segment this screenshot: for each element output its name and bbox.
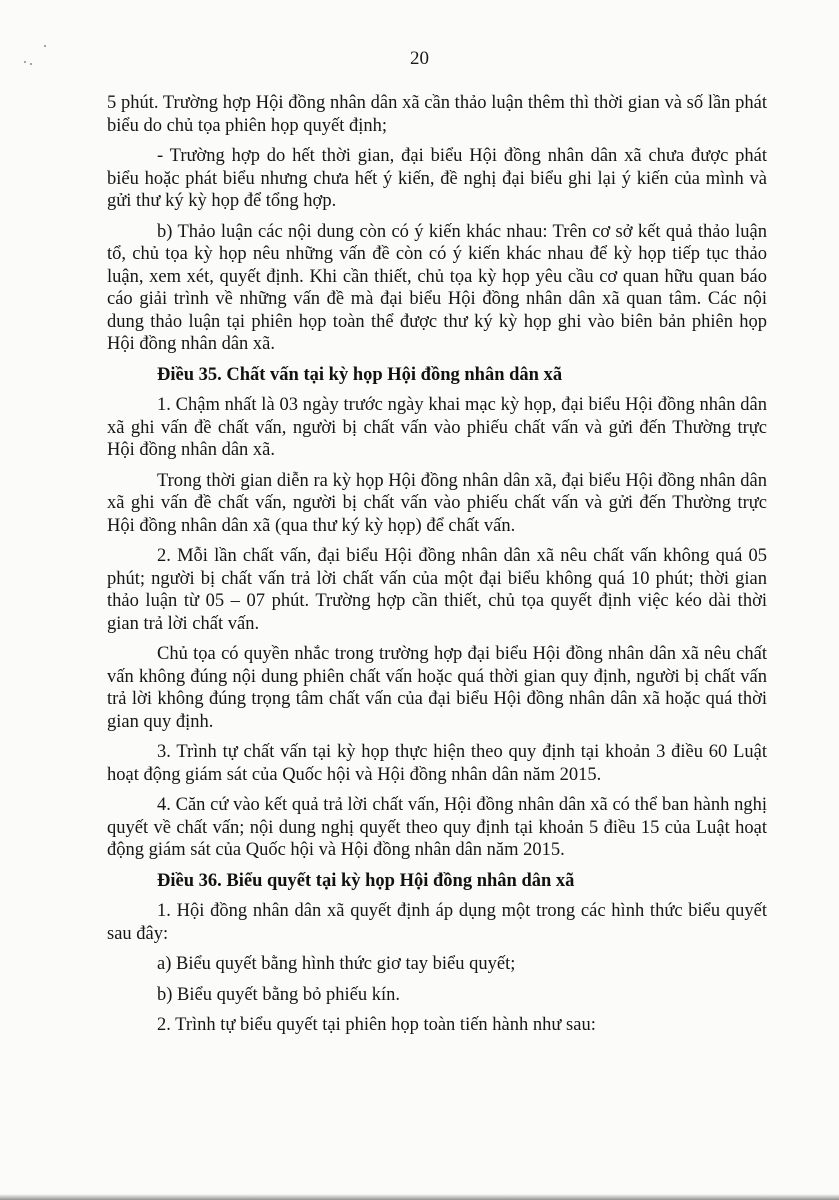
paragraph: a) Biểu quyết bằng hình thức giơ tay biểu quyết;	[157, 954, 516, 974]
paragraph: 2. Mỗi lần chất vấn, đại biểu Hội đồng nhân dân xã nêu chất vấn không quá 05 phút; người bị chất vấn trả lời chất vấn của một đại biểu không quá 10 phút; thời gian thảo luận từ 05 – 07 phút. Trường hợp cần thiết, chủ tọa quyết định việc kéo dài thời gian trả lời chất vấn.	[107, 546, 767, 634]
paragraph: 5 phút. Trường hợp Hội đồng nhân dân xã cần thảo luận thêm thì thời gian và số lần phát biểu do chủ tọa phiên họp quyết định;	[107, 93, 767, 136]
paragraph: Chủ tọa có quyền nhắc trong trường hợp đại biểu Hội đồng nhân dân xã nêu chất vấn không đúng nội dung phiên chất vấn hoặc quá thời gian quy định, người bị chất vấn trả lời không đúng trọng tâm chất vấn của đại biểu Hội đồng nhân dân xã hoặc quá thời gian quy định.	[107, 644, 767, 732]
paragraph: 4. Căn cứ vào kết quả trả lời chất vấn, Hội đồng nhân dân xã có thể ban hành nghị quyết về chất vấn; nội dung nghị quyết theo quy định tại khoản 5 điều 15 của Luật hoạt động giám sát của Quốc hội và Hội đồng nhân dân năm 2015.	[107, 795, 767, 860]
paragraph: 1. Hội đồng nhân dân xã quyết định áp dụng một trong các hình thức biểu quyết sau đây:	[107, 901, 767, 944]
paragraph: - Trường hợp do hết thời gian, đại biểu Hội đồng nhân dân xã chưa được phát biểu hoặc phát biểu nhưng chưa hết ý kiến, đề nghị đại biểu ghi lại ý kiến của mình và gửi thư ký kỳ họp để tổng hợp.	[107, 146, 767, 211]
paragraph: Trong thời gian diễn ra kỳ họp Hội đồng nhân dân xã, đại biểu Hội đồng nhân dân xã ghi vấn đề chất vấn, người bị chất vấn vào phiếu chất vấn và gửi đến Thường trực Hội đồng nhân dân xã (qua thư ký kỳ họp) để chất vấn.	[107, 470, 767, 536]
paragraph: 2. Trình tự biểu quyết tại phiên họp toàn tiến hành như sau:	[157, 1015, 596, 1035]
paragraph: 3. Trình tự chất vấn tại kỳ họp thực hiện theo quy định tại khoản 3 điều 60 Luật hoạt động giám sát của Quốc hội và Hội đồng nhân dân năm 2015.	[107, 742, 767, 785]
document-body	[107, 92, 767, 1045]
paragraph: b) Biểu quyết bằng bỏ phiếu kín.	[157, 984, 401, 1005]
article-heading: Điều 36. Biểu quyết tại kỳ họp Hội đồng nhân dân xã	[157, 870, 575, 891]
page-number: 20	[410, 48, 429, 69]
article-heading: Điều 35. Chất vấn tại kỳ họp Hội đồng nhân dân xã	[157, 364, 563, 385]
paragraph: 1. Chậm nhất là 03 ngày trước ngày khai mạc kỳ họp, đại biểu Hội đồng nhân dân xã ghi vấn đề chất vấn, người bị chất vấn vào phiếu chất vấn và gửi đến Thường trực Hội đồng nhân dân xã.	[107, 395, 767, 460]
scan-edge	[0, 1194, 839, 1200]
paragraph: b) Thảo luận các nội dung còn có ý kiến khác nhau: Trên cơ sở kết quả thảo luận tổ, chủ tọa kỳ họp nêu những vấn đề còn có ý kiến khác nhau để kỳ họp tiếp tục thảo luận, xem xét, quyết định. Khi cần thiết, chủ tọa kỳ họp yêu cầu cơ quan hữu quan báo cáo giải trình về những vấn đề mà đại biểu Hội đồng nhân dân xã quan tâm. Các nội dung thảo luận tại phiên họp toàn thể được thư ký kỳ họp ghi vào biên bản phiên họp Hội đồng nhân dân xã.	[107, 221, 767, 354]
